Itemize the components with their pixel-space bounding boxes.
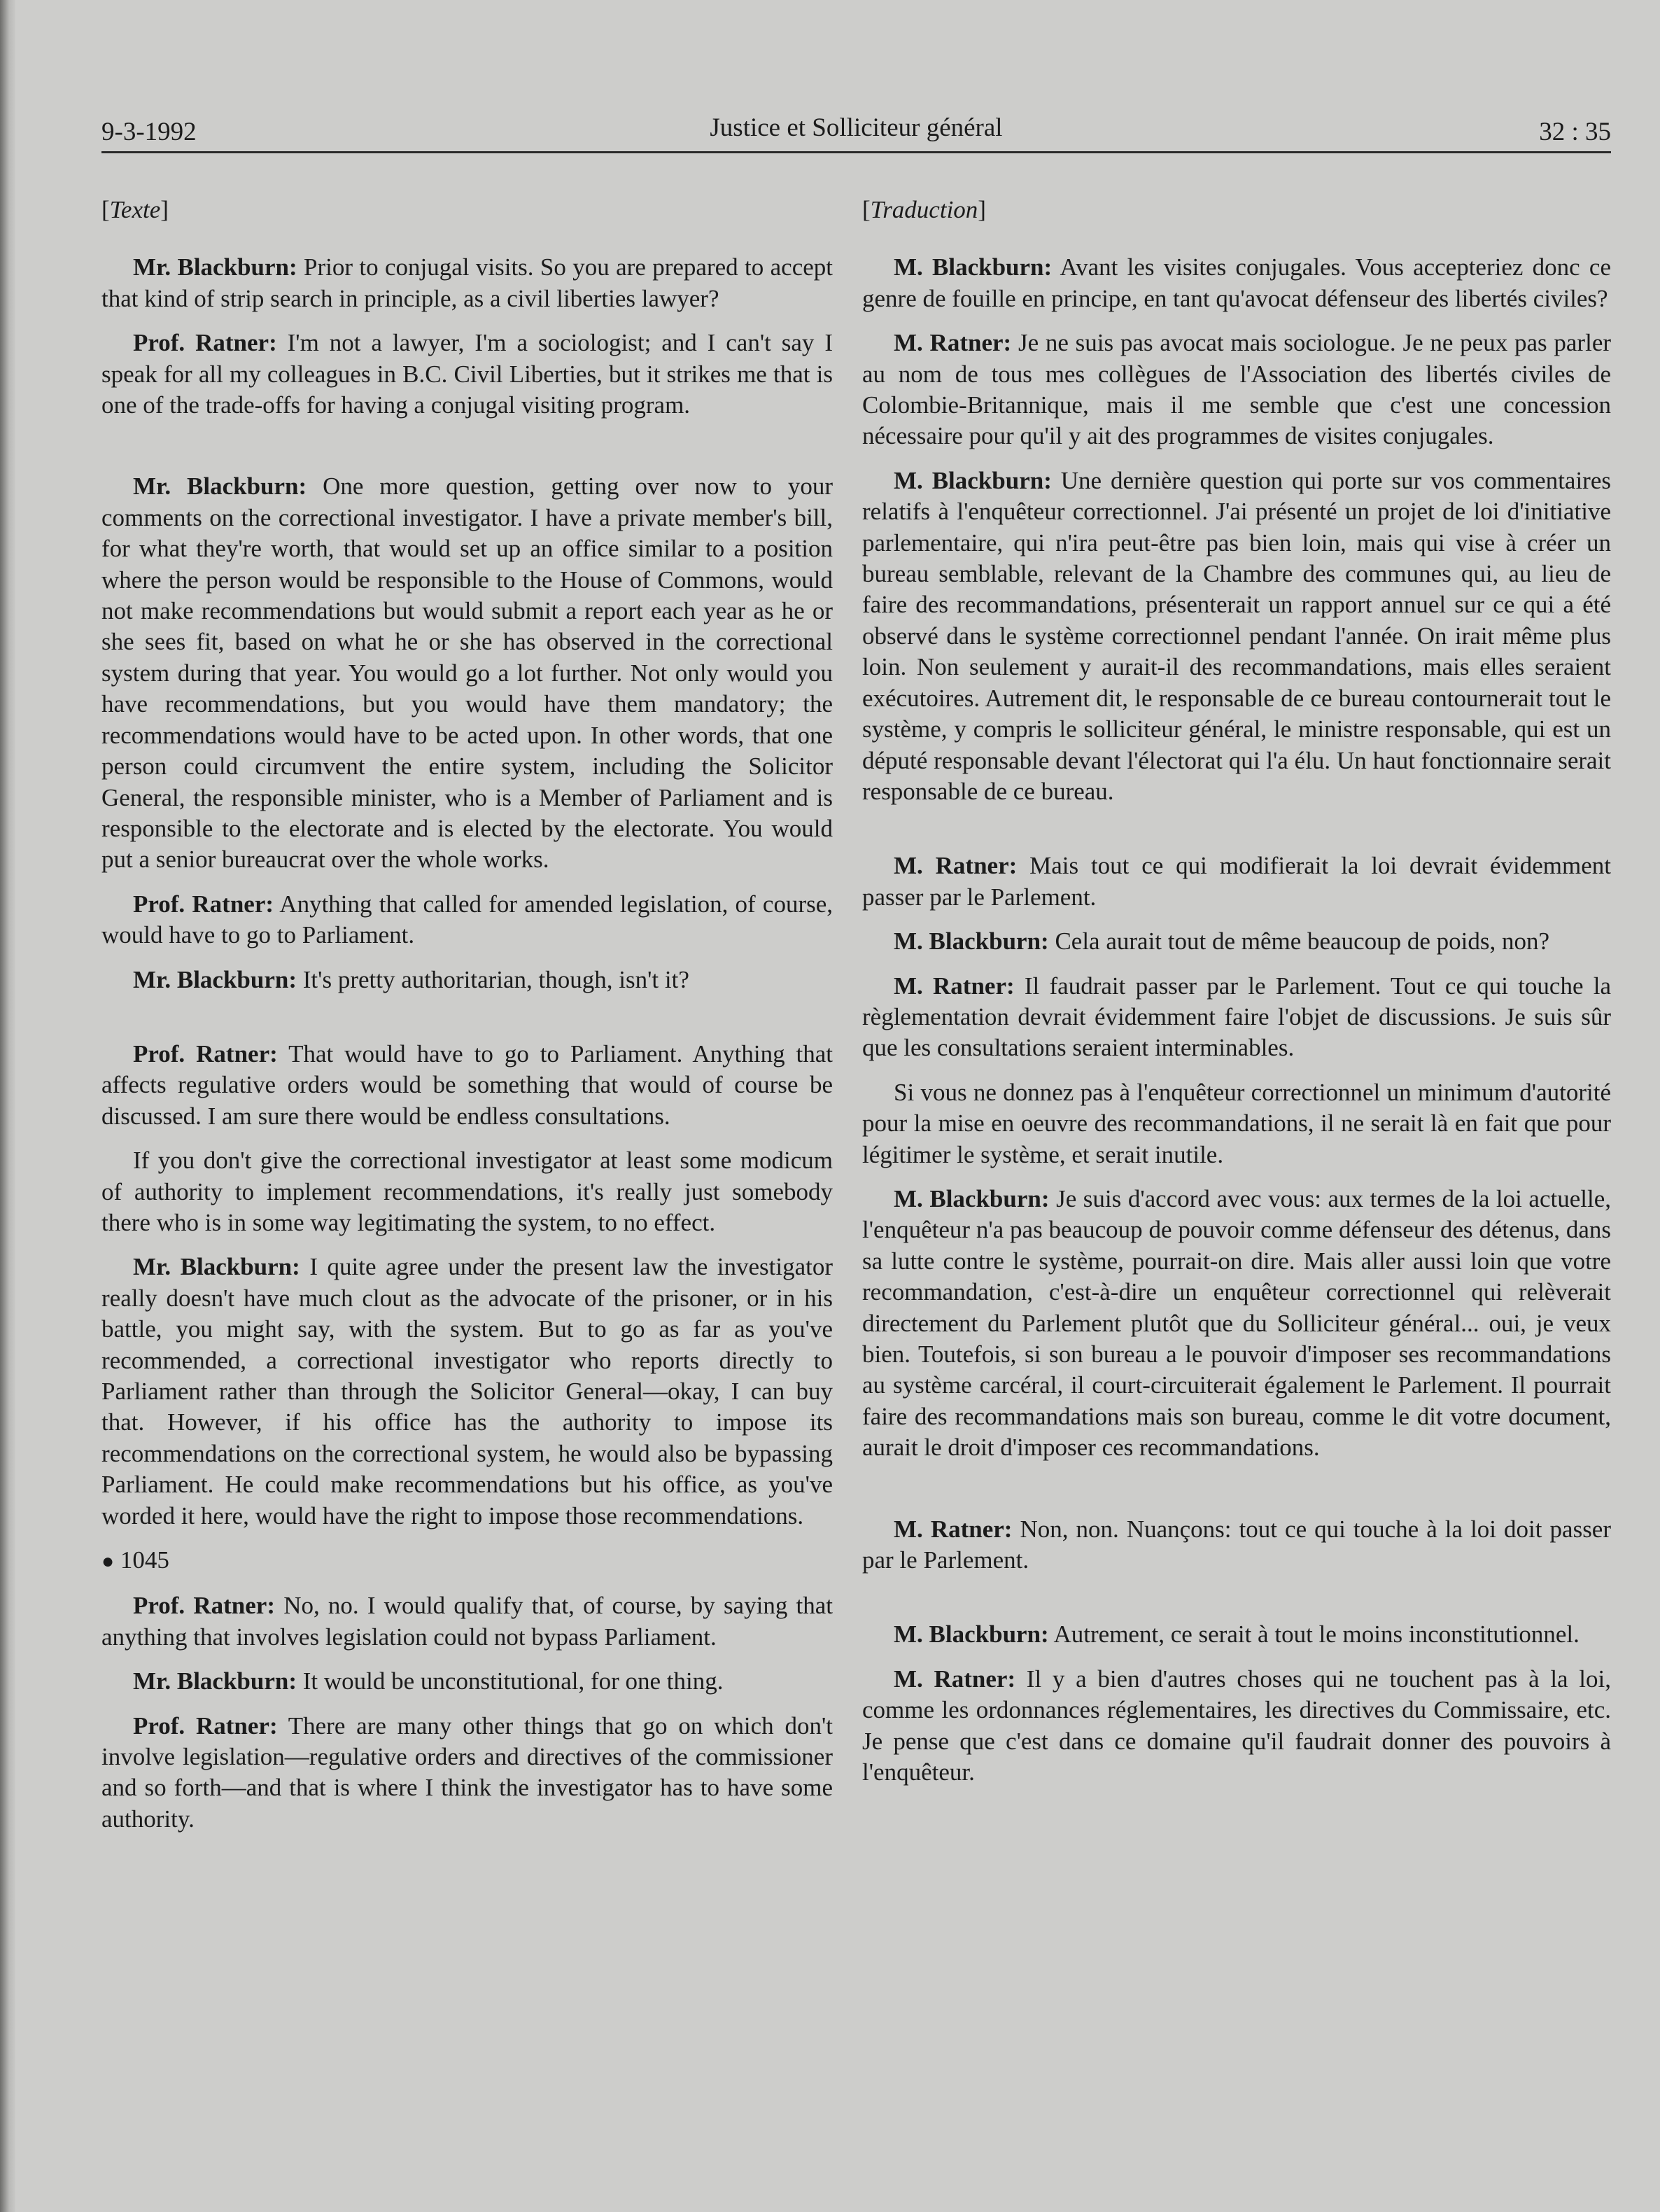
paragraph: M. Blackburn: Je suis d'accord avec vous: aux termes de la loi actuelle, l'enquêteur n'a pas beaucoup de pouvoir comme défenseur des détenus, dans sa lutte contre le système, pourrait-on dire. Mais aller aussi loin que votre recommandation, c'est-à-dire un enquêteur correctionnel qui relèverait directement du Parlement plutôt que du Solliciteur général... oui, je veux bien. Toutefois, si son bureau a le pouvoir d'imposer ses recommandations au système carcéral, il court-circuiterait également le Parlement. Il pourrait faire des recommandations mais son bureau, comme le dit votre document, aurait le droit d'imposer ces recommandations. [862, 1184, 1611, 1462]
english-column [101, 195, 833, 1835]
paragraph: Mr. Blackburn: It's pretty authoritarian, though, isn't it? [133, 965, 689, 993]
speaker: M. Ratner: [894, 852, 1018, 880]
paragraph: M. Blackburn: Une dernière question qui porte sur vos commentaires relatifs à l'enquêteur correctionnel. J'ai présenté un projet de loi d'initiative parlementaire, qui n'ira peut-être pas bien loin, mais qui vise à créer un bureau semblable, relevant de la Chambre des communes qui, au lieu de faire des recommandations, présenterait un rapport annuel sur ce qui a été observé dans le système correctionnel pendant l'année. On irait même plus loin. Non seulement y aurait-il des recommandations, mais elles seraient exécutoires. Autrement dit, le responsable de ce bureau contournerait tout le système, y compris le solliciteur général, le ministre responsable, qui est un député responsable devant l'électorat qui l'a élu. Un haut fonctionnaire serait responsable de ce bureau. [862, 466, 1611, 805]
paragraph: Mr. Blackburn: Prior to conjugal visits. So you are prepared to accept that kind of strip search in principle, as a civil liberties lawyer? [101, 253, 833, 312]
paragraph: Prof. Ratner: Anything that called for amended legislation, of course, would have to go to Parliament. [101, 890, 833, 949]
speaker: M. Blackburn: [894, 1184, 1050, 1212]
paragraph: M. Blackburn: Autrement, ce serait à tout le moins inconstitutionnel. [894, 1620, 1580, 1648]
speaker: Mr. Blackburn: [133, 1253, 300, 1281]
column-label-traduction: [Traduction] [862, 196, 986, 223]
speaker: Prof. Ratner: [133, 329, 277, 357]
speaker: M. Ratner: [894, 329, 1012, 357]
speaker: M. Ratner: [894, 1515, 1013, 1543]
column-label-texte: [Texte] [101, 196, 169, 223]
header-date: 9-3-1992 [101, 118, 197, 146]
speaker: Prof. Ratner: [133, 1040, 278, 1068]
speaker: Prof. Ratner: [133, 1712, 278, 1740]
speaker: M. Blackburn: [894, 466, 1052, 494]
paragraph: Mr. Blackburn: One more question, getting over now to your comments on the correctional investigator. I have a private member's bill, for what they're worth, that would set up an office similar to a position where the person would be responsible to the House of Commons, would not make recommendations but would submit a report each year as he or she sees fit, based on what he or she has observed in the correctional system during that year. You would go a lot further. Not only would you have recommendations, but you would have them mandatory; the recommendations would have to be acted upon. In other words, that one person could circumvent the entire system, including the Solicitor General, the responsible minister, who is a Member of Parliament and is responsible to the electorate and is elected by the electorate. You would put a senior bureaucrat over the whole works. [101, 472, 833, 874]
header-title: Justice et Solliciteur général [710, 113, 1003, 142]
paragraph: M. Ratner: Je ne suis pas avocat mais sociologue. Je ne peux pas parler au nom de tous mes collègues de l'Association des libertés civiles de Colombie-Britannique, mais il me semble que c'est une concession nécessaire pour qu'il y ait des programmes de visites conjugales. [862, 329, 1612, 450]
speaker: Prof. Ratner: [133, 1592, 275, 1620]
paragraph: M. Ratner: Mais tout ce qui modifierait la loi devrait évidemment passer par le Parlement. [862, 852, 1612, 911]
speaker: Mr. Blackburn: [133, 253, 297, 281]
speaker: Mr. Blackburn: [133, 1667, 297, 1695]
paragraph: M. Ratner: Il faudrait passer par le Parlement. Tout ce qui touche la règlementation devrait évidemment faire l'objet de discussions. Je suis sûr que les consultations seraient interminables. [862, 972, 1611, 1062]
paragraph: M. Blackburn: Avant les visites conjugales. Vous accepteriez donc ce genre de fouille en principe, en tant qu'avocat défenseur des libertés civiles? [862, 253, 1611, 312]
french-column [862, 195, 1611, 1788]
scan-edge-shadow [0, 0, 15, 2212]
speaker: M. Ratner: [894, 972, 1015, 1000]
paragraph: Prof. Ratner: I'm not a lawyer, I'm a sociologist; and I can't say I speak for all my colleagues in B.C. Civil Liberties, but it strikes me that is one of the trade-offs for having a conjugal visiting program. [101, 329, 833, 419]
paragraph: If you don't give the correctional investigator at least some modicum of authority to implement recommendations, it's really just somebody there who is in some way legitimating the system, to no effect. [101, 1147, 833, 1236]
header-page-number: 32 : 35 [1539, 118, 1611, 146]
speaker: Mr. Blackburn: [133, 472, 307, 500]
page-header [101, 111, 1611, 153]
time-marker: ● 1045 [101, 1546, 169, 1574]
speaker: Mr. Blackburn: [133, 965, 297, 993]
speaker: M. Blackburn: [894, 1620, 1049, 1648]
paragraph: Prof. Ratner: No, no. I would qualify that, of course, by saying that anything that involves legislation could not bypass Parliament. [101, 1592, 833, 1651]
paragraph: M. Ratner: Non, non. Nuançons: tout ce qui touche à la loi doit passer par le Parlement. [862, 1515, 1611, 1574]
paragraph: M. Ratner: Il y a bien d'autres choses qui ne touchent pas à la loi, comme les ordonnances réglementaires, les directives du Commissaire, etc. Je pense que c'est dans ce domaine qu'il faudrait donner des pouvoirs à l'enquêteur. [862, 1665, 1611, 1786]
document-page [15, 0, 1660, 2212]
paragraph: M. Blackburn: Cela aurait tout de même beaucoup de poids, non? [894, 927, 1550, 955]
paragraph: Mr. Blackburn: I quite agree under the present law the investigator really doesn't have much clout as the advocate of the prisoner, or in his battle, you might say, with the system. But to go as far as you've recommended, a correctional investigator who reports directly to Parliament rather than through the Solicitor General—okay, I can buy that. However, if his office has the authority to impose its recommendations on the correctional system, he would also be bypassing Parliament. He could make recommendations but his office, as you've worded it here, would have the right to impose those recommendations. [101, 1253, 833, 1530]
speaker: M. Blackburn: [894, 927, 1049, 955]
paragraph: Prof. Ratner: There are many other things that go on which don't involve legislation—regulative orders and directives of the commissioner and so forth—and that is where I think the investigator has to have some authority. [101, 1712, 833, 1833]
paragraph: Mr. Blackburn: It would be unconstitutional, for one thing. [133, 1667, 724, 1695]
speaker: M. Blackburn: [894, 253, 1053, 281]
paragraph: Prof. Ratner: That would have to go to Parliament. Anything that affects regulative orders would be something that would of course be discussed. I am sure there would be endless consultations. [101, 1040, 833, 1130]
paragraph: Si vous ne donnez pas à l'enquêteur correctionnel un minimum d'autorité pour la mise en oeuvre des recommandations, il ne serait là en fait que pour légitimer le système, et serait inutile. [862, 1078, 1611, 1168]
speaker: Prof. Ratner: [133, 890, 274, 918]
bullet-icon: ● [101, 1550, 115, 1574]
speaker: M. Ratner: [894, 1665, 1016, 1693]
